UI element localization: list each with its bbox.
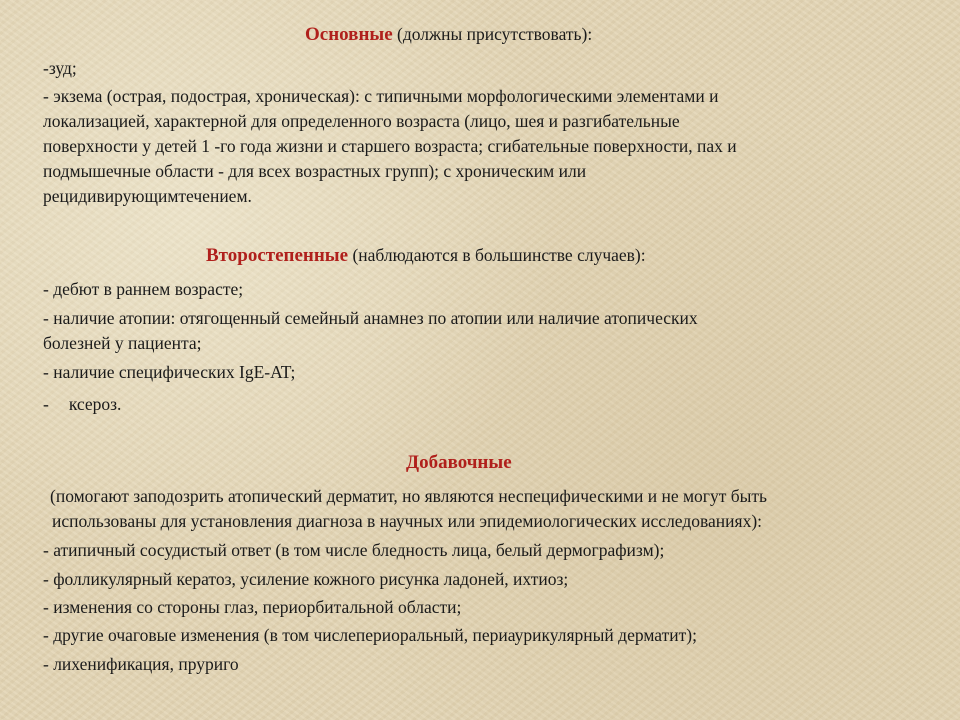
additional-line-3: - изменения со стороны глаз, периорбитальной области; (43, 597, 462, 617)
secondary-line-2: - наличие атопии: отягощенный семейный анамнез по атопии или наличие атопических (43, 308, 698, 328)
basic-line-1: -зуд; (43, 58, 77, 78)
section-basic-heading (305, 24, 592, 46)
additional-line-5: - лихенификация, пруриго (43, 654, 239, 674)
section-secondary-heading (206, 245, 646, 267)
additional-line-4: - другие очаговые изменения (в том числепериоральный, периаурикулярный дерматит); (43, 625, 697, 645)
section-additional-heading (406, 452, 512, 474)
section-basic-title: Основные (305, 24, 393, 45)
additional-line-1: - атипичный сосудистый ответ (в том числе бледность лица, белый дермографизм); (43, 540, 665, 560)
additional-note-line-1: (помогают заподозрить атопический дерматит, но являются неспецифическими и не могут быть (50, 486, 768, 506)
additional-line-2: - фолликулярный кератоз, усиление кожного рисунка ладоней, ихтиоз; (43, 569, 569, 589)
section-secondary-note: (наблюдаются в большинстве случаев): (348, 245, 646, 265)
additional-note-line-2: использованы для установления диагноза в научных или эпидемиологических исследованиях): (52, 511, 763, 531)
basic-line-2: - экзема (острая, подострая, хроническая): с типичными морфологическими элементами и (43, 86, 719, 106)
section-basic-note: (должны присутствовать): (392, 24, 593, 44)
section-additional-title: Добавочные (406, 452, 512, 473)
secondary-last-item-text: ксероз. (68, 394, 122, 414)
bullet-dash: - (43, 394, 49, 414)
basic-line-6: рецидивирующимтечением. (43, 186, 252, 206)
secondary-line-4: - наличие специфических IgE-AT; (43, 362, 296, 382)
basic-line-4: поверхности у детей 1 -го года жизни и старшего возраста; сгибательные поверхности, пах и (43, 136, 737, 156)
basic-line-5: подмышечные области - для всех возрастных групп); с хроническим или (43, 161, 587, 181)
section-secondary-title: Второстепенные (206, 245, 349, 266)
basic-line-3: локализацией, характерной для определенного возраста (лицо, шея и разгибательные (43, 111, 680, 131)
secondary-line-3: болезней у пациента; (43, 333, 202, 353)
secondary-last-item (43, 392, 121, 416)
secondary-line-1: - дебют в раннем возрасте; (43, 279, 244, 299)
